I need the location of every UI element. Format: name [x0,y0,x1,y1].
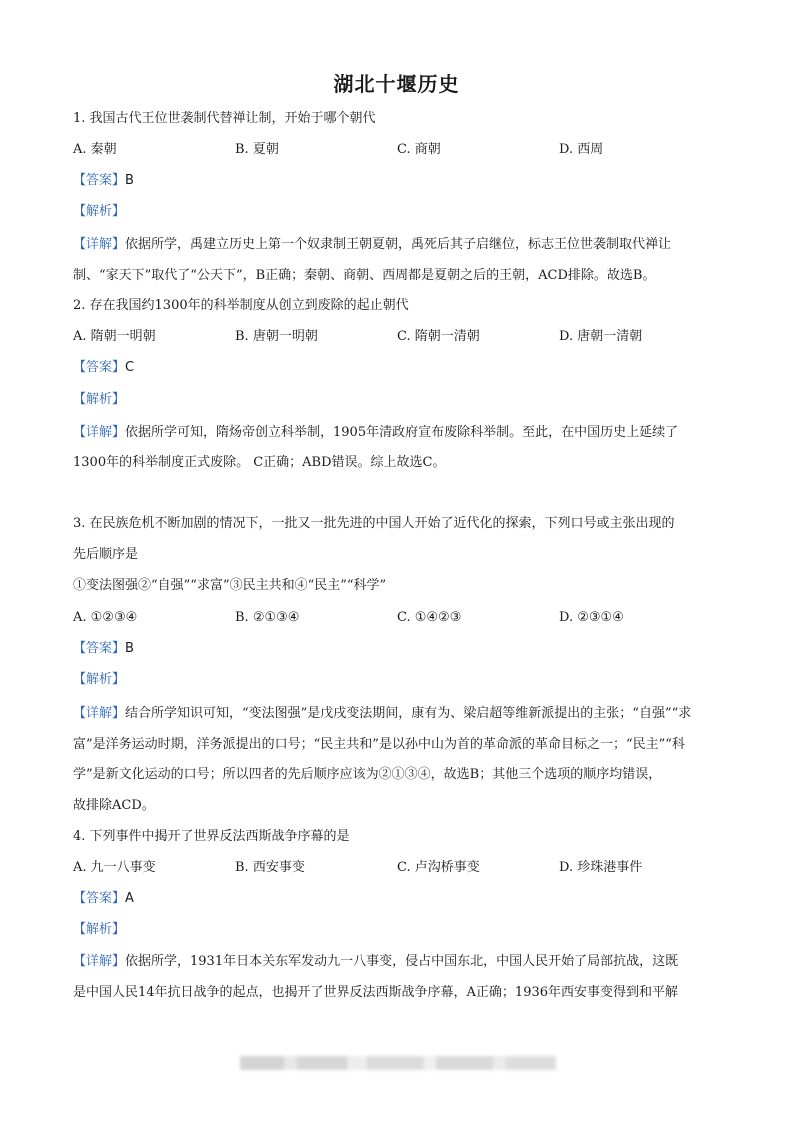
detail-tag: 【详解】 [73,954,126,969]
q3-analysis-tag: 【解析】 [73,672,126,687]
question-4-stem: 4. 下列事件中揭开了世界反法西斯战争序幕的是 [73,829,350,844]
blurred-footer-watermark [240,1056,556,1070]
q1-detail-line-1 [73,236,723,254]
q1-detail-line-2: 制、“家天下”取代了“公天下”，B正确；秦朝、商朝、西周都是夏朝之后的王朝，ACD排除。故选B。 [73,268,656,283]
q3-option-b: B. ②①③④ [235,610,300,625]
question-3-stem-line-1: 3. 在民族危机不断加剧的情况下，一批又一批先进的中国人开始了近代化的探索，下列口号或主张出现的 [73,516,675,531]
q3-answer [73,640,723,658]
answer-tag: 【答案】 [73,173,126,188]
question-3-stem-line-2: 先后顺序是 [73,547,139,562]
q2-option-a: A. 隋朝一明朝 [73,329,156,344]
q1-option-a: A. 秦朝 [73,142,117,157]
q1-analysis-tag: 【解析】 [73,204,126,219]
q1-option-b: B. 夏朝 [235,142,279,157]
q3-detail-line-1 [73,705,723,723]
q1-option-d: D. 西周 [559,142,604,157]
q2-analysis-tag: 【解析】 [73,392,126,407]
page-title: 湖北十堰历史 [333,72,460,96]
detail-tag: 【详解】 [73,706,126,721]
answer-value: B [125,173,134,188]
q3-detail-line-3: 学”是新文化运动的口号；所以四者的先后顺序应该为②①③④，故选B；其他三个选项的顺序均错误， [73,767,662,782]
question-3-stem-line-3: ①变法图强②“自强”“求富”③民主共和④“民主”“科学” [73,578,387,593]
q4-option-c: C. 卢沟桥事变 [397,860,480,875]
q2-option-b: B. 唐朝一明朝 [235,329,318,344]
q2-detail-line-1 [73,424,723,442]
detail-text: 依据所学，禹建立历史上第一个奴隶制王朝夏朝，禹死后其子启继位，标志王位世袭制取代禅让 [125,237,672,252]
q2-detail-line-2: 1300年的科举制度正式废除。 C正确；ABD错误。综上故选C。 [73,455,446,470]
answer-value: B [125,641,134,656]
q4-analysis-tag: 【解析】 [73,922,126,937]
q4-option-a: A. 九一八事变 [73,860,156,875]
detail-tag: 【详解】 [73,237,126,252]
answer-tag: 【答案】 [73,360,126,375]
question-2-stem: 2. 存在我国约1300年的科举制度从创立到废除的起止朝代 [73,298,409,313]
q3-option-c: C. ①④②③ [397,610,462,625]
q2-option-d: D. 唐朝一清朝 [559,329,643,344]
answer-value: A [125,891,134,906]
q4-option-d: D. 珍珠港事件 [559,860,643,875]
q3-option-d: D. ②③①④ [559,610,624,625]
q2-option-c: C. 隋朝一清朝 [397,329,480,344]
q4-option-b: B. 西安事变 [235,860,305,875]
answer-tag: 【答案】 [73,641,126,656]
question-1-stem: 1. 我国古代王位世袭制代替禅让制，开始于哪个朝代 [73,111,376,126]
answer-value: C [125,360,135,375]
detail-tag: 【详解】 [73,425,126,440]
q4-detail-line-2: 是中国人民14年抗日战争的起点，也揭开了世界反法西斯战争序幕，A正确；1936年西安事变得到和平解 [73,985,679,1000]
detail-text: 依据所学，1931年日本关东军发动九一八事变，侵占中国东北，中国人民开始了局部抗战，这既 [125,954,679,969]
answer-tag: 【答案】 [73,891,126,906]
q3-option-a: A. ①②③④ [73,610,138,625]
q3-detail-line-4: 故排除ACD。 [73,798,155,813]
detail-text: 依据所学可知，隋炀帝创立科举制，1905年清政府宣布废除科举制。至此，在中国历史上延续了 [125,425,679,440]
q1-option-c: C. 商朝 [397,142,441,157]
q4-answer [73,890,723,908]
detail-text: 结合所学知识可知，“变法图强”是戊戌变法期间，康有为、梁启超等维新派提出的主张；“自强”“求 [125,706,692,721]
q2-answer [73,359,723,377]
q1-answer [73,172,723,190]
q3-detail-line-2: 富”是洋务运动时期，洋务派提出的口号；“民主共和”是以孙中山为首的革命派的革命目标之一；“民主”“科 [73,737,685,752]
q4-detail-line-1 [73,953,723,971]
